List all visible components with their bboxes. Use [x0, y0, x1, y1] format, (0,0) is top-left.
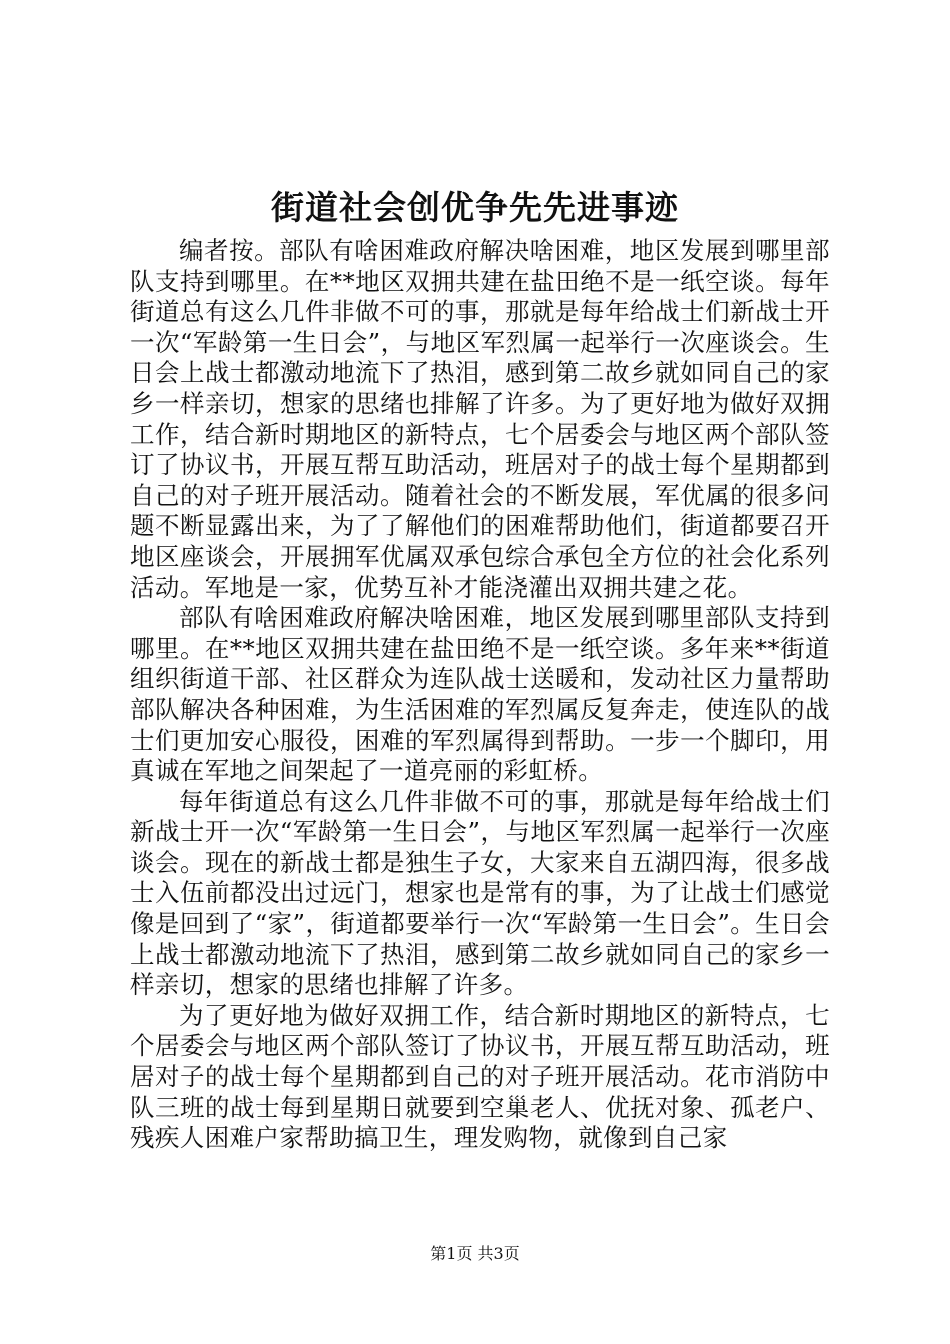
paragraph-editor-note: 编者按。部队有啥困难政府解决啥困难，地区发展到哪里部队支持到哪里。在**地区双拥共建在盐田绝不是一纸空谈。每年街道总有这么几件非做不可的事，那就是每年给战士们新战士开一次“军龄第一生日会”，与地区军烈属一起举行一次座谈会。生日会上战士都激动地流下了热泪，感到第二故乡就如同自己的家乡一样亲切，想家的思绪也排解了许多。为了更好地为做好双拥工作，结合新时期地区的新特点，七个居委会与地区两个部队签订了协议书，开展互帮互助活动，班居对子的战士每个星期都到自己的对子班开展活动。随着社会的不断发展，军优属的很多问题不断显露出来，为了了解他们的困难帮助他们，街道都要召开地区座谈会，开展拥军优属双承包综合承包全方位的社会化系列活动。军地是一家，优势互补才能浇灌出双拥共建之花。	[130, 236, 830, 602]
paragraph-military-support: 部队有啥困难政府解决啥困难，地区发展到哪里部队支持到哪里。在**地区双拥共建在盐田绝不是一纸空谈。多年来**街道组织街道干部、社区群众为连队战士送暖和，发动社区力量帮助部队解决各种困难，为生活困难的军烈属反复奔走，使连队的战士们更加安心服役，困难的军烈属得到帮助。一步一个脚印，用真诚在军地之间架起了一道亮丽的彩虹桥。	[130, 603, 830, 786]
document-title: 街道社会创优争先先进事迹	[271, 188, 679, 227]
paragraph-mutual-aid: 为了更好地为做好双拥工作，结合新时期地区的新特点，七个居委会与地区两个部队签订了协议书，开展互帮互助活动，班居对子的战士每个星期都到自己的对子班开展活动。花市消防中队三班的战士每到星期日就要到空巢老人、优抚对象、孤老户、残疾人困难户家帮助搞卫生，理发购物，就像到自己家	[130, 1000, 830, 1153]
paragraph-birthday-party: 每年街道总有这么几件非做不可的事，那就是每年给战士们新战士开一次“军龄第一生日会”，与地区军烈属一起举行一次座谈会。现在的新战士都是独生子女，大家来自五湖四海，很多战士入伍前都没出过远门，想家也是常有的事，为了让战士们感觉像是回到了“家”，街道都要举行一次“军龄第一生日会”。生日会上战士都激动地流下了热泪，感到第二故乡就如同自己的家乡一样亲切，想家的思绪也排解了许多。	[130, 786, 830, 1000]
page-number-footer: 第1页 共3页	[430, 1244, 520, 1263]
document-body	[130, 236, 830, 1154]
